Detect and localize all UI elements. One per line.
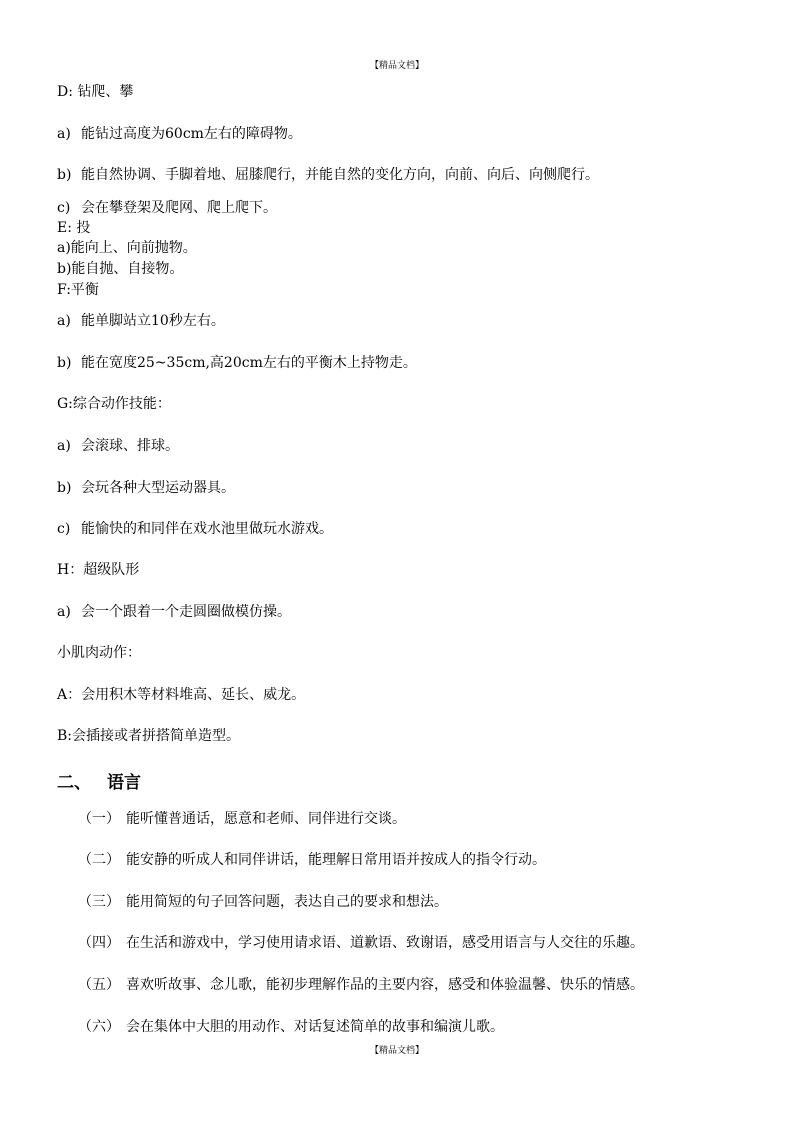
text-line <box>57 281 99 299</box>
item-text: 会滚球、排球。 <box>81 438 179 454</box>
line-text: B:会插接或者拼搭简单造型。 <box>57 728 241 744</box>
line-text: E: 投 <box>57 220 91 236</box>
text-line <box>57 395 171 413</box>
line-text: A：会用积木等材料堆高、延长、威龙。 <box>57 687 306 703</box>
text-line <box>57 561 139 579</box>
list-item <box>57 520 333 538</box>
item-label: a) <box>57 438 71 454</box>
text-line <box>57 83 133 101</box>
item-text: 会一个跟着一个走圆圈做模仿操。 <box>81 604 291 620</box>
page-footer: 【精品文档】 <box>369 1046 424 1056</box>
text-line <box>57 260 183 278</box>
item-number: （三） <box>78 894 120 910</box>
item-label: b) <box>57 355 72 371</box>
list-item <box>57 479 235 497</box>
section-title: 语言 <box>107 773 141 793</box>
text-line <box>57 686 305 704</box>
item-label: c) <box>57 200 71 216</box>
item-text: 喜欢听故事、念儿歌，能初步理解作品的主要内容，感受和体验温馨、快乐的情感。 <box>126 977 644 993</box>
text-line <box>57 219 90 237</box>
item-text: 会在攀登架及爬网、爬上爬下。 <box>81 200 277 216</box>
list-item <box>57 166 599 184</box>
item-text: 会在集体中大胆的用动作、对话复述简单的故事和编演儿歌。 <box>126 1019 504 1035</box>
item-text: 会玩各种大型运动器具。 <box>81 480 235 496</box>
item-text: 能钻过高度为60cm左右的障碍物。 <box>81 126 302 142</box>
list-item <box>78 934 644 952</box>
page-header: 【精品文档】 <box>369 61 424 71</box>
list-item <box>78 810 406 828</box>
list-item <box>57 125 302 143</box>
list-item <box>57 199 277 217</box>
item-number: （二） <box>78 852 120 868</box>
list-item <box>78 976 644 994</box>
line-text: b)能自抛、自接物。 <box>57 261 184 277</box>
text-line <box>57 239 197 257</box>
section-number: 二、 <box>57 773 91 793</box>
item-text: 能用简短的句子回答问题，表达自己的要求和想法。 <box>126 894 448 910</box>
item-text: 能听懂普通话，愿意和老师、同伴进行交谈。 <box>126 811 406 827</box>
line-text: D: 钻爬、攀 <box>57 84 134 100</box>
item-label: a) <box>57 126 71 142</box>
list-item <box>78 1018 504 1036</box>
list-item <box>78 893 448 911</box>
item-text: 能单脚站立10秒左右。 <box>81 313 225 329</box>
text-line <box>57 727 240 745</box>
item-text: 能愉快的和同伴在戏水池里做玩水游戏。 <box>81 521 333 537</box>
item-number: （四） <box>78 935 120 951</box>
list-item <box>57 354 417 372</box>
item-label: a) <box>57 604 71 620</box>
line-text: F:平衡 <box>57 282 99 298</box>
text-line <box>57 644 141 662</box>
item-text: 在生活和游戏中，学习使用请求语、道歉语、致谢语，感受用语言与人交往的乐趣。 <box>126 935 644 951</box>
item-text: 能在宽度25~35cm,高20cm左右的平衡木上持物走。 <box>81 355 417 371</box>
item-label: b) <box>57 167 72 183</box>
line-text: a)能向上、向前抛物。 <box>57 240 197 256</box>
list-item <box>57 603 291 621</box>
item-label: b) <box>57 480 72 496</box>
item-text: 能自然协调、手脚着地、屈膝爬行，并能自然的变化方向，向前、向后、向侧爬行。 <box>81 167 599 183</box>
list-item <box>57 437 179 455</box>
item-number: （五） <box>78 977 120 993</box>
item-label: a) <box>57 313 71 329</box>
item-label: c) <box>57 521 71 537</box>
section-heading <box>57 768 141 793</box>
item-number: （六） <box>78 1019 120 1035</box>
item-number: （一） <box>78 811 120 827</box>
line-text: H：超级队形 <box>57 562 140 578</box>
list-item <box>57 312 225 330</box>
list-item <box>78 851 546 869</box>
line-text: G:综合动作技能： <box>57 396 171 412</box>
item-text: 能安静的听成人和同伴讲话，能理解日常用语并按成人的指令行动。 <box>126 852 546 868</box>
line-text: 小肌肉动作： <box>57 645 141 661</box>
